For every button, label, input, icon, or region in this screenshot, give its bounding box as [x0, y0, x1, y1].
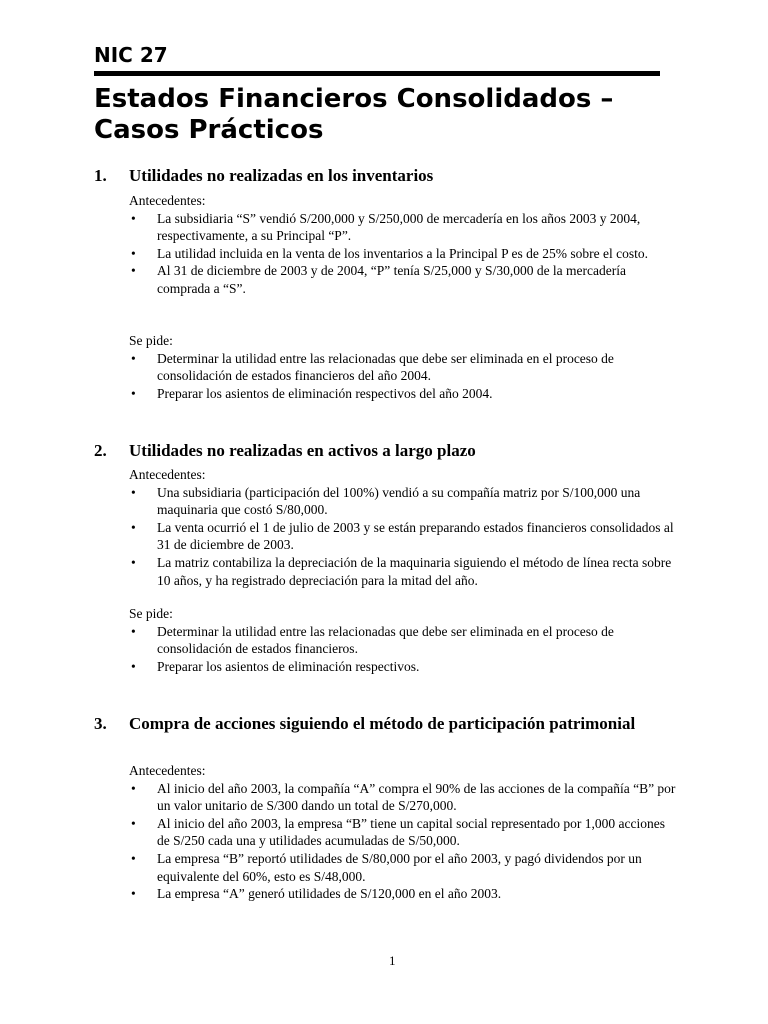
bullet-icon: • [131, 210, 136, 226]
bullet-icon: • [131, 519, 136, 535]
bullet-icon: • [131, 623, 136, 639]
page-number: 1 [389, 953, 396, 968]
list-item: • Al inicio del año 2003, la compañía “A” compra el 90% de las acciones de la compañía “B” por un valor unitario de S/300 dando un total de S/270,000. [131, 780, 676, 814]
antecedentes-label: Antecedentes: [129, 467, 206, 482]
document-code: NIC 27 [94, 43, 168, 67]
antecedentes-label: Antecedentes: [129, 193, 206, 208]
bullet-icon: • [131, 484, 136, 500]
antecedentes-label: Antecedentes: [129, 763, 206, 778]
header-rule [94, 71, 660, 76]
bullet-icon: • [131, 263, 136, 279]
list-item: • La utilidad incluida en la venta de los inventarios a la Principal P es de 25% sobre el costo. [131, 245, 648, 261]
section-title: Compra de acciones siguiendo el método de participación patrimonial [129, 714, 636, 733]
list-item: • Determinar la utilidad entre las relacionadas que debe ser eliminada en el proceso de consolidación de estados financieros. [131, 623, 614, 657]
list-item: • La empresa “A” generó utilidades de S/120,000 en el año 2003. [131, 886, 502, 902]
list-item: • Preparar los asientos de eliminación respectivos. [131, 658, 420, 674]
bullet-icon: • [131, 886, 136, 902]
section-1-heading [94, 165, 694, 187]
se-pide-label: Se pide: [129, 606, 173, 621]
list-item: • La venta ocurrió el 1 de julio de 2003 y se están preparando estados financieros consolidados al 31 de diciembre de 2003. [131, 519, 674, 553]
bullet-icon: • [131, 350, 136, 366]
page-title: Estados Financieros Consolidados – Casos Prácticos [94, 84, 614, 145]
list-item: • La matriz contabiliza la depreciación de la maquinaria siguiendo el método de línea recta sobre 10 años, y ha registrado depreciación para la mitad del año. [131, 554, 672, 588]
bullet-icon: • [131, 658, 136, 674]
section-1-antecedentes [129, 192, 679, 298]
section-number: 1. [94, 166, 107, 185]
list-item: • Determinar la utilidad entre las relacionadas que debe ser eliminada en el proceso de consolidación de estados financieros del año 2004. [131, 350, 614, 384]
list-item: • Al inicio del año 2003, la empresa “B” tiene un capital social representado por 1,000 acciones de S/250 cada una y utilidades acumuladas de S/50,000. [131, 815, 665, 849]
bullet-icon: • [131, 815, 136, 831]
section-number: 3. [94, 714, 107, 733]
section-2-antecedentes [129, 466, 679, 589]
list-item: • La subsidiaria “S” vendió S/200,000 y S/250,000 de mercadería en los años 2003 y 2004, respectivamente, a su Principal “P”. [131, 210, 641, 244]
bullet-icon: • [131, 850, 136, 866]
bullet-icon: • [131, 245, 136, 261]
section-title: Utilidades no realizadas en activos a largo plazo [129, 441, 476, 460]
section-number: 2. [94, 441, 107, 460]
section-2-heading [94, 440, 694, 462]
section-title: Utilidades no realizadas en los inventarios [129, 166, 434, 185]
section-3-heading [94, 713, 694, 735]
list-item: • Preparar los asientos de eliminación respectivos del año 2004. [131, 385, 493, 401]
list-item: • La empresa “B” reportó utilidades de S/80,000 por el año 2003, y pagó dividendos por un equivalente del 60%, esto es S/48,000. [131, 850, 642, 884]
bullet-icon: • [131, 780, 136, 796]
section-3-antecedentes [129, 762, 679, 903]
section-1-se-pide [129, 332, 679, 402]
section-2-se-pide [129, 605, 679, 675]
se-pide-label: Se pide: [129, 333, 173, 348]
bullet-icon: • [131, 385, 136, 401]
bullet-icon: • [131, 554, 136, 570]
list-item: • Al 31 de diciembre de 2003 y de 2004, “P” tenía S/25,000 y S/30,000 de la mercadería comprada a “S”. [131, 263, 627, 296]
list-item: • Una subsidiaria (participación del 100%) vendió a su compañía matriz por S/100,000 una maquinaria que costó S/80,000. [131, 484, 641, 518]
